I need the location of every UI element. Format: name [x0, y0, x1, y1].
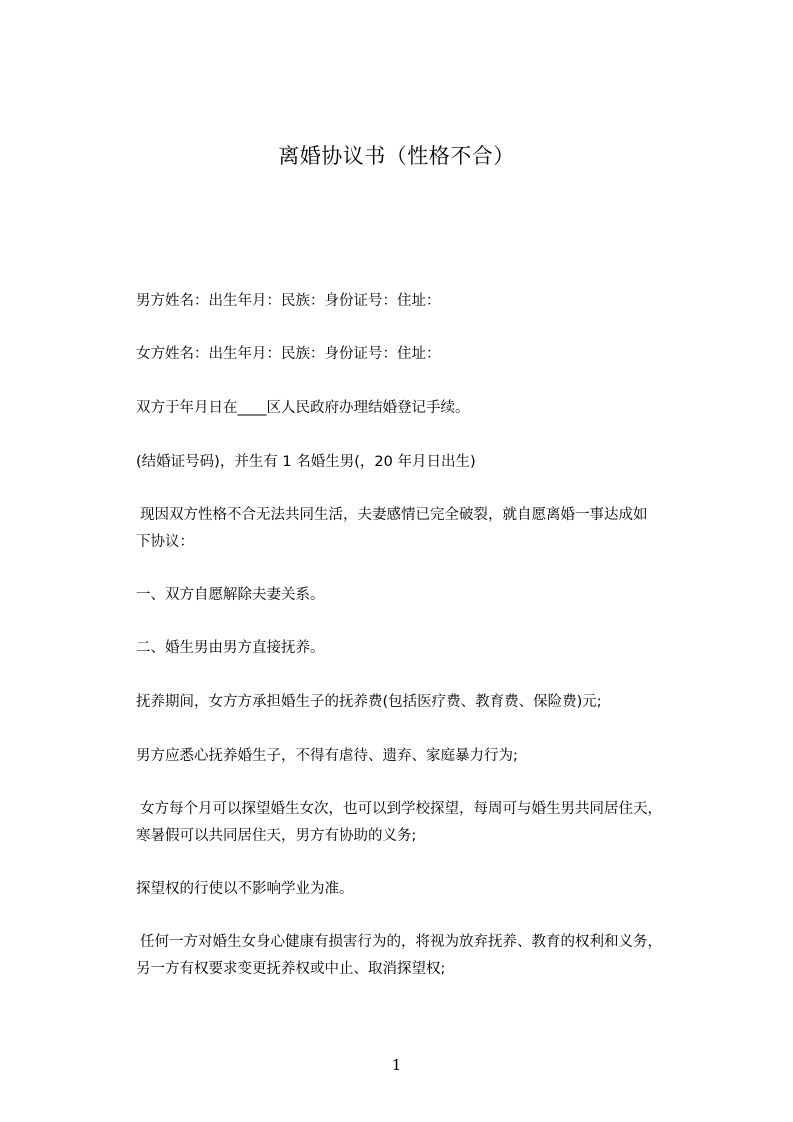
- paragraph-female-info: 女方姓名：出生年月：民族：身份证号：住址：: [136, 346, 441, 362]
- paragraph-visitation-cont: 寒暑假可以共同居住天，男方有协助的义务;: [136, 828, 417, 844]
- document-title: 离婚协议书（性格不合）: [278, 144, 515, 168]
- paragraph-divorce-reason-cont: 下协议：: [136, 534, 194, 550]
- paragraph-child-support: 抚养期间，女方方承担婚生子的抚养费(包括医疗费、教育费、保险费)元;: [136, 694, 602, 710]
- clause-one: 一、双方自愿解除夫妻关系。: [136, 587, 325, 603]
- paragraph-harm-clause: 任何一方对婚生女身心健康有损害行为的，将视为放弃抚养、教育的权利和义务，: [140, 934, 662, 950]
- paragraph-care-duty: 男方应悉心抚养婚生子，不得有虐待、遗弃、家庭暴力行为;: [136, 748, 518, 764]
- paragraph-harm-clause-cont: 另一方有权要求变更抚养权或中止、取消探望权;: [136, 961, 446, 977]
- paragraph-marriage-certificate: (结婚证号码)，并生有 1 名婚生男(，20 年月日出生): [136, 454, 476, 470]
- page-number: 1: [391, 1056, 402, 1074]
- paragraph-marriage-registration: 双方于年月日在____区人民政府办理结婚登记手续。: [136, 400, 470, 416]
- paragraph-visitation-rule: 探望权的行使以不影响学业为准。: [136, 881, 354, 897]
- paragraph-male-info: 男方姓名：出生年月：民族：身份证号：住址：: [136, 293, 441, 309]
- paragraph-divorce-reason: 现因双方性格不合无法共同生活，夫妻感情已完全破裂，就自愿离婚一事达成如: [140, 507, 648, 523]
- paragraph-visitation: 女方每个月可以探望婚生女次，也可以到学校探望，每周可与婚生男共同居住天，: [140, 801, 662, 817]
- clause-two: 二、婚生男由男方直接抚养。: [136, 640, 325, 656]
